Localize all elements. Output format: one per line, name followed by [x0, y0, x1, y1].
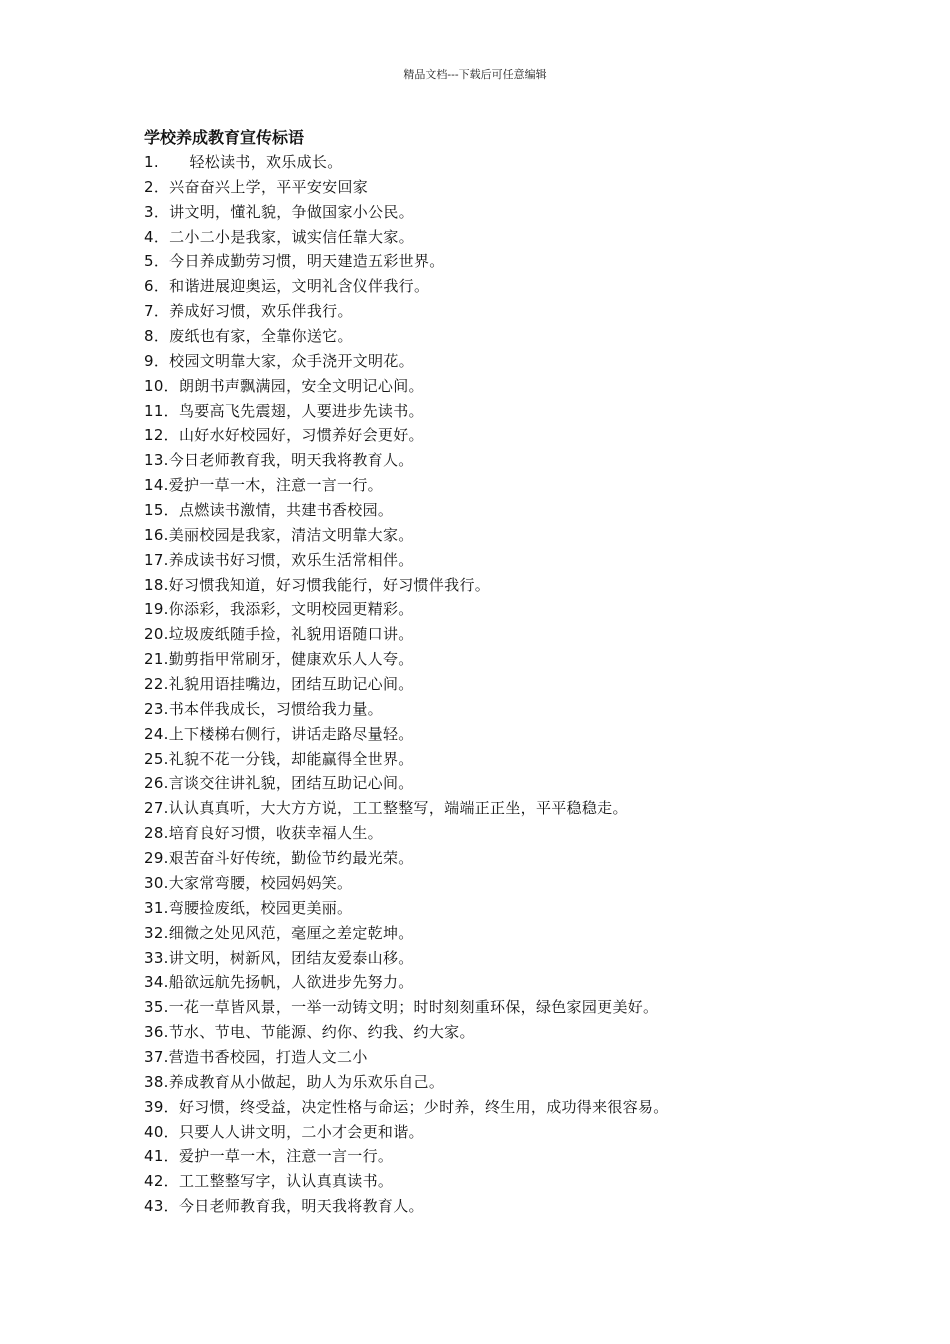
slogan-line-29: 29.艰苦奋斗好传统，勤俭节约最光荣。 [144, 849, 414, 868]
slogan-line-19: 19.你添彩，我添彩，文明校园更精彩。 [144, 600, 414, 619]
slogan-line-27: 27.认认真真听，大大方方说，工工整整写，端端正正坐，平平稳稳走。 [144, 799, 628, 818]
slogan-line-37: 37.营造书香校园，打造人文二小 [144, 1047, 368, 1066]
slogan-line-33: 33.讲文明，树新风，团结友爱泰山移。 [144, 948, 414, 967]
slogan-line-17: 17.养成读书好习惯，欢乐生活常相伴。 [144, 550, 414, 569]
slogan-line-42: 42．工工整整写字，认认真真读书。 [144, 1172, 394, 1191]
slogan-line-18: 18.好习惯我知道，好习惯我能行，好习惯伴我行。 [144, 575, 491, 594]
slogan-line-13: 13.今日老师教育我，明天我将教育人。 [144, 451, 414, 470]
slogan-line-23: 23.书本伴我成长，习惯给我力量。 [144, 699, 383, 718]
slogan-line-8: 8．废纸也有家，全靠你送它。 [144, 327, 353, 346]
slogan-line-40: 40．只要人人讲文明，二小才会更和谐。 [144, 1122, 424, 1141]
slogan-line-20: 20.垃圾废纸随手捡，礼貌用语随口讲。 [144, 625, 414, 644]
slogan-line-3: 3．讲文明，懂礼貌，争做国家小公民。 [144, 202, 414, 221]
page-header: 精品文档---下载后可任意编辑 [403, 68, 547, 81]
slogan-line-14: 14.爱护一草一木，注意一言一行。 [144, 476, 383, 495]
slogan-line-6: 6．和谐进展迎奥运，文明礼含仪伴我行。 [144, 277, 430, 296]
document-body [144, 126, 924, 1219]
slogan-line-34: 34.船欲远航先扬帆，人欲进步先努力。 [144, 973, 414, 992]
slogan-line-31: 31.弯腰捡废纸，校园更美丽。 [144, 898, 353, 917]
slogan-line-11: 11．鸟要高飞先震翅，人要进步先读书。 [144, 401, 424, 420]
slogan-line-39: 39．好习惯，终受益，决定性格与命运；少时养，终生用，成功得来很容易。 [144, 1097, 669, 1116]
slogan-line-43: 43．今日老师教育我，明天我将教育人。 [144, 1197, 424, 1216]
document-title: 学校养成教育宣传标语 [144, 128, 305, 147]
slogan-line-10: 10．朗朗书声飘满园，安全文明记心间。 [144, 376, 424, 395]
slogan-line-24: 24.上下楼梯右侧行，讲话走路尽量轻。 [144, 724, 414, 743]
slogan-line-5: 5．今日养成勤劳习惯，明天建造五彩世界。 [144, 252, 445, 271]
slogan-line-21: 21.勤剪指甲常刷牙，健康欢乐人人夸。 [144, 650, 414, 669]
slogan-line-25: 25.礼貌不花一分钱，却能赢得全世界。 [144, 749, 414, 768]
slogan-line-1: 1. 轻松读书，欢乐成长。 [144, 153, 343, 171]
slogan-line-35: 35.一花一草皆风景，一举一动铸文明；时时刻刻重环保，绿色家园更美好。 [144, 998, 659, 1017]
slogan-line-28: 28.培育良好习惯，收获幸福人生。 [144, 824, 383, 843]
slogan-line-36: 36.节水、节电、节能源、约你、约我、约大家。 [144, 1023, 475, 1042]
slogan-line-2: 2．兴奋奋兴上学，平平安安回家 [144, 177, 369, 196]
slogan-line-26: 26.言谈交往讲礼貌，团结互助记心间。 [144, 774, 414, 793]
slogan-line-30: 30.大家常弯腰，校园妈妈笑。 [144, 873, 353, 892]
slogan-line-16: 16.美丽校园是我家，清洁文明靠大家。 [144, 525, 414, 544]
slogan-line-15: 15．点燃读书激情，共建书香校园。 [144, 501, 394, 520]
slogan-line-9: 9．校园文明靠大家，众手浇开文明花。 [144, 351, 414, 370]
slogan-line-32: 32.细微之处见风范，毫厘之差定乾坤。 [144, 923, 414, 942]
slogan-list [144, 150, 924, 1219]
slogan-line-4: 4．二小二小是我家，诚实信任靠大家。 [144, 227, 414, 246]
slogan-line-41: 41．爱护一草一木，注意一言一行。 [144, 1147, 394, 1166]
slogan-line-7: 7．养成好习惯，欢乐伴我行。 [144, 302, 353, 321]
slogan-line-38: 38.养成教育从小做起，助人为乐欢乐自己。 [144, 1072, 445, 1091]
slogan-line-12: 12．山好水好校园好，习惯养好会更好。 [144, 426, 424, 445]
slogan-line-22: 22.礼貌用语挂嘴边，团结互助记心间。 [144, 675, 414, 694]
